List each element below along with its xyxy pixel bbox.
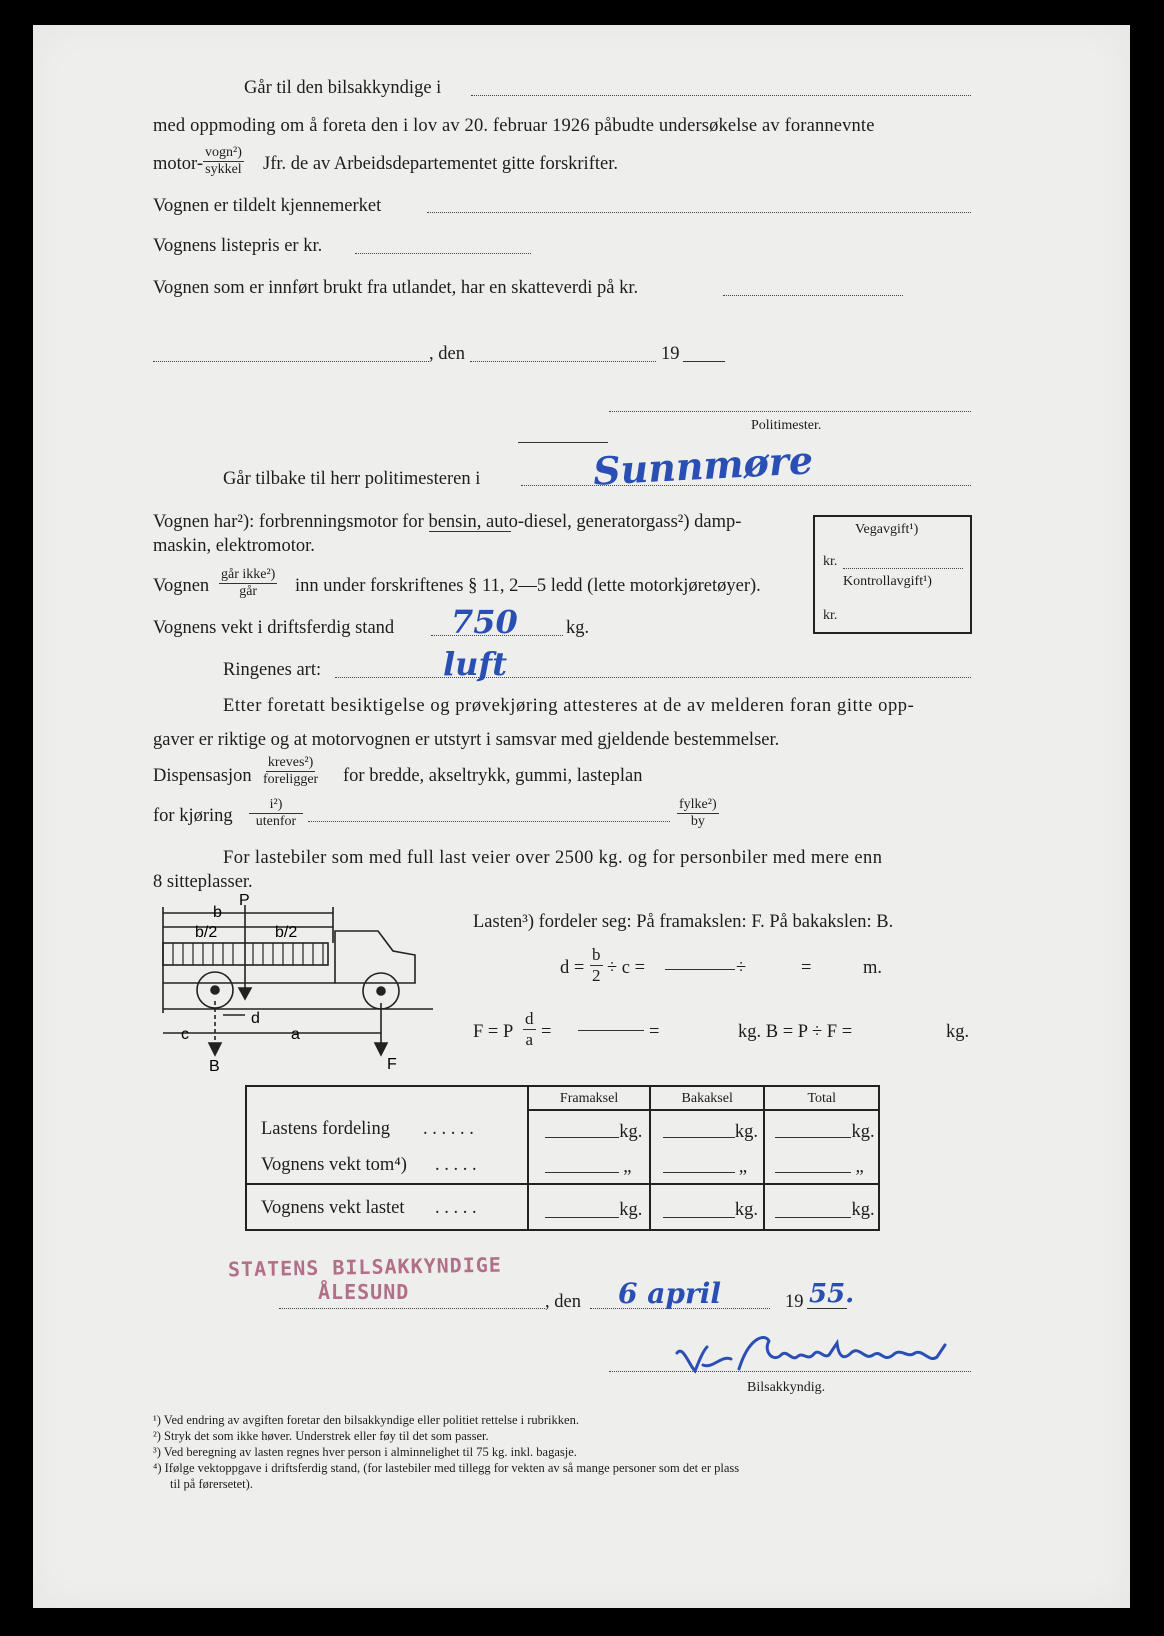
footnote-4: ⁴) Ifølge vektoppgave i driftsferdig stand, (for lastebiler med tillegg for vekten av så mange personer som det er plass <box>153 1461 740 1475</box>
diagram-label-b2-left: b/2 <box>195 924 218 941</box>
formula-F-a: a <box>525 1030 534 1049</box>
lastens-total-unit: kg. <box>851 1122 875 1142</box>
gaar-fraction <box>219 567 277 600</box>
formula-m: m. <box>863 958 883 978</box>
footer-place-line[interactable] <box>279 1308 545 1309</box>
date-handwriting: 6 april <box>618 1277 721 1310</box>
signature <box>669 1325 969 1385</box>
vegavgift-line[interactable] <box>843 568 963 569</box>
row-dots-lastet: . . . . . <box>435 1198 477 1218</box>
tom-fram-field[interactable] <box>545 1172 619 1173</box>
row-dots-tom: . . . . . <box>435 1155 477 1175</box>
motor-fraction <box>203 145 244 178</box>
separator-line <box>518 442 608 443</box>
row-dots-lastens: . . . . . . <box>423 1119 474 1139</box>
innfort-label: Vognen som er innført brukt fra utlandet, har en skatteverdi på kr. <box>153 278 639 298</box>
formula-d-rest: ÷ c = <box>607 958 646 978</box>
ringenes-handwriting: luft <box>443 645 507 683</box>
footnote-1: ¹) Ved endring av avgiften foretar den bilsakkyndige eller politiet rettelse i rubrikken. <box>153 1413 579 1427</box>
etter-line-1: Etter foretatt besiktigelse og prøvekjøring attesteres at de av melderen foran gitte opp- <box>223 696 915 716</box>
formula-F-d: d <box>525 1009 534 1028</box>
skatteverdi-line[interactable] <box>723 295 903 296</box>
table-row <box>246 1110 879 1148</box>
signature-stroke <box>677 1337 945 1371</box>
formula-F-eq2: = <box>649 1022 660 1042</box>
politimester-signature-line[interactable] <box>609 411 971 412</box>
formula-d-div: ÷ <box>736 958 747 978</box>
fee-box <box>813 515 972 634</box>
gaar-fraction-den: går <box>239 584 258 599</box>
dispensasjon-label: Dispensasjon <box>153 766 252 786</box>
gaar-til-label: Går til den bilsakkyndige i <box>244 78 442 98</box>
kontrollavgift-kr: kr. <box>823 608 838 623</box>
place-handwriting: Sunnmøre <box>591 437 815 494</box>
lastens-bak-field[interactable] <box>663 1137 735 1138</box>
bensin-underline <box>429 531 511 532</box>
table-row <box>246 1184 879 1230</box>
stamp-line-1: STATENS BILSAKKYNDIGE <box>227 1252 503 1282</box>
jfr-text: Jfr. de av Arbeidsdepartementet gitte forskrifter. <box>263 154 618 174</box>
table-row <box>246 1148 879 1184</box>
lastet-fram-field[interactable] <box>545 1217 619 1218</box>
fylke-fraction-num: fylke²) <box>679 797 717 812</box>
diagram-label-b: b <box>213 904 222 921</box>
f-arrow-head <box>375 1043 387 1055</box>
row-label-tom: Vognens vekt tom⁴) <box>261 1155 407 1175</box>
forskrift-text: inn under forskriftenes § 11, 2—5 ledd (lette motorkjøretøyer). <box>295 576 761 596</box>
gaar-fraction-num: går ikke²) <box>221 567 276 582</box>
footer-den-label: , den <box>545 1292 581 1312</box>
truck-cab <box>335 931 415 983</box>
form-page <box>33 25 1130 1608</box>
ringenes-label: Ringenes art: <box>223 660 322 680</box>
footer-year-prefix: 19 <box>785 1292 804 1312</box>
lasten-text: Lasten³) fordeler seg: På framakslen: F. På bakakslen: B. <box>473 912 894 932</box>
b-arrow-head <box>209 1043 221 1055</box>
kjoring-fraction <box>249 797 303 830</box>
fylke-fraction-den: by <box>690 814 705 829</box>
formula-F: F = P <box>473 1022 514 1042</box>
kjoring-fraction-den: utenfor <box>255 814 297 829</box>
header-bakaksel: Bakaksel <box>650 1086 765 1110</box>
formula-d-eq: = <box>801 958 812 978</box>
vegavgift-label: Vegavgift¹) <box>855 522 919 537</box>
diagram-label-c: c <box>181 1026 189 1043</box>
bilsakkyndig-signature-line[interactable] <box>609 1371 971 1372</box>
tom-fram-unit: „ <box>623 1157 632 1177</box>
lastet-bak-unit: kg. <box>734 1200 758 1220</box>
kontrollavgift-label: Kontrollavgift¹) <box>843 574 932 589</box>
year-line[interactable] <box>683 361 725 362</box>
formula-F-eq1: = <box>541 1022 552 1042</box>
diagram-label-a: a <box>291 1026 300 1043</box>
kjennemerke-label: Vognen er tildelt kjennemerket <box>153 196 382 216</box>
tom-bak-field[interactable] <box>663 1172 735 1173</box>
lastens-bak-unit: kg. <box>734 1122 758 1142</box>
p-arrow-head <box>239 988 251 999</box>
diagram-label-F: F <box>387 1056 397 1073</box>
dispensasjon-fraction-num: kreves²) <box>267 755 314 770</box>
lastet-total-unit: kg. <box>851 1200 875 1220</box>
header-total: Total <box>764 1086 879 1110</box>
for-kjoring-label: for kjøring <box>153 806 233 826</box>
vekt-kg: kg. <box>566 618 590 638</box>
listepris-line[interactable] <box>355 253 531 254</box>
weight-table <box>245 1085 880 1231</box>
formula-d-fraction <box>590 945 603 986</box>
kjoring-fraction-num: i²) <box>249 797 303 814</box>
formula-kg: kg. <box>946 1022 970 1042</box>
lastet-fram-unit: kg. <box>619 1200 643 1220</box>
dispensasjon-fraction-den: foreligger <box>263 772 319 787</box>
vognen-label: Vognen <box>153 576 210 596</box>
listepris-label: Vognens listepris er kr. <box>153 236 323 256</box>
vegavgift-kr: kr. <box>823 554 838 569</box>
place-line[interactable] <box>153 361 429 362</box>
lastens-fram-field[interactable] <box>545 1137 619 1138</box>
motor-fraction-num: vogn²) <box>205 145 242 160</box>
formula-d-blank-1[interactable] <box>665 969 735 970</box>
vekt-label: Vognens vekt i driftsferdig stand <box>153 618 395 638</box>
row-label-lastens: Lastens fordeling <box>261 1119 390 1139</box>
formula-d-2: 2 <box>592 966 601 985</box>
year-prefix: 19 <box>661 344 680 364</box>
axle-load-diagram <box>153 893 473 1078</box>
formula-kg-B: kg. B = P ÷ F = <box>738 1022 853 1042</box>
diagram-label-B: B <box>209 1058 220 1075</box>
lastens-fram-unit: kg. <box>619 1122 643 1142</box>
tom-total-unit: „ <box>855 1157 864 1177</box>
oppmoding-text: med oppmoding om å foreta den i lov av 20. februar 1926 påbudte undersøkelse av forannevnte <box>153 116 875 136</box>
diagram-label-p: P <box>239 893 250 909</box>
date-line[interactable] <box>470 361 656 362</box>
kjoring-line[interactable] <box>308 821 670 822</box>
gaar-tilbake-label: Går tilbake til herr politimesteren i <box>223 469 481 489</box>
formula-F-fraction <box>523 1009 536 1050</box>
footnote-5: til på førersetet). <box>170 1477 253 1491</box>
kjennemerke-line[interactable] <box>427 212 971 213</box>
den-label: , den <box>429 344 465 364</box>
footnote-2: ²) Stryk det som ikke høver. Understrek eller føy til det som passer. <box>153 1429 489 1443</box>
tom-total-field[interactable] <box>775 1172 851 1173</box>
fylke-fraction <box>677 797 719 830</box>
lastebil-para-1: For lastebiler som med full last veier over 2500 kg. og for personbiler med mere enn <box>223 848 883 868</box>
stamp-line-2: ÅLESUND <box>318 1280 410 1304</box>
motor-fraction-den: sykkel <box>205 162 242 177</box>
dispensasjon-rest: for bredde, akseltrykk, gummi, lasteplan <box>343 766 643 786</box>
motor-prefix: motor- <box>153 154 203 174</box>
formula-d-lhs: d = <box>560 958 585 978</box>
bilsakkyndig-label: Bilsakkyndig. <box>747 1380 826 1395</box>
ringenes-line[interactable] <box>335 677 971 678</box>
dispensasjon-fraction <box>263 755 318 788</box>
lastet-total-field[interactable] <box>775 1217 851 1218</box>
vekt-handwriting: 750 <box>451 603 518 641</box>
formula-d-b: b <box>592 945 601 964</box>
lastens-total-field[interactable] <box>775 1137 851 1138</box>
diagram-label-b2-right: b/2 <box>275 924 298 941</box>
etter-line-2: gaver er riktige og at motorvognen er utstyrt i samsvar med gjeldende bestemmelser. <box>153 730 780 750</box>
header-framaksel: Framaksel <box>528 1086 650 1110</box>
vognen-har-line-1: Vognen har²): forbrenningsmotor for bensin, auto-diesel, generatorgass²) damp- <box>153 512 742 532</box>
diagram-label-d: d <box>251 1010 260 1027</box>
lastet-bak-field[interactable] <box>663 1217 735 1218</box>
row-label-lastet: Vognens vekt lastet <box>261 1198 405 1218</box>
tom-bak-unit: „ <box>738 1157 748 1177</box>
footnote-3: ³) Ved beregning av lasten regnes hver person i alminnelighet til 75 kg. inkl. bagasje. <box>153 1445 577 1459</box>
bilsakkyndige-place-line[interactable] <box>471 95 971 96</box>
lastebil-para-2: 8 sitteplasser. <box>153 872 253 892</box>
vognen-har-line-2: maskin, elektromotor. <box>153 536 315 556</box>
year-handwriting: 55. <box>809 1279 855 1309</box>
formula-F-blank[interactable] <box>578 1030 644 1031</box>
politimester-label: Politimester. <box>751 418 822 433</box>
